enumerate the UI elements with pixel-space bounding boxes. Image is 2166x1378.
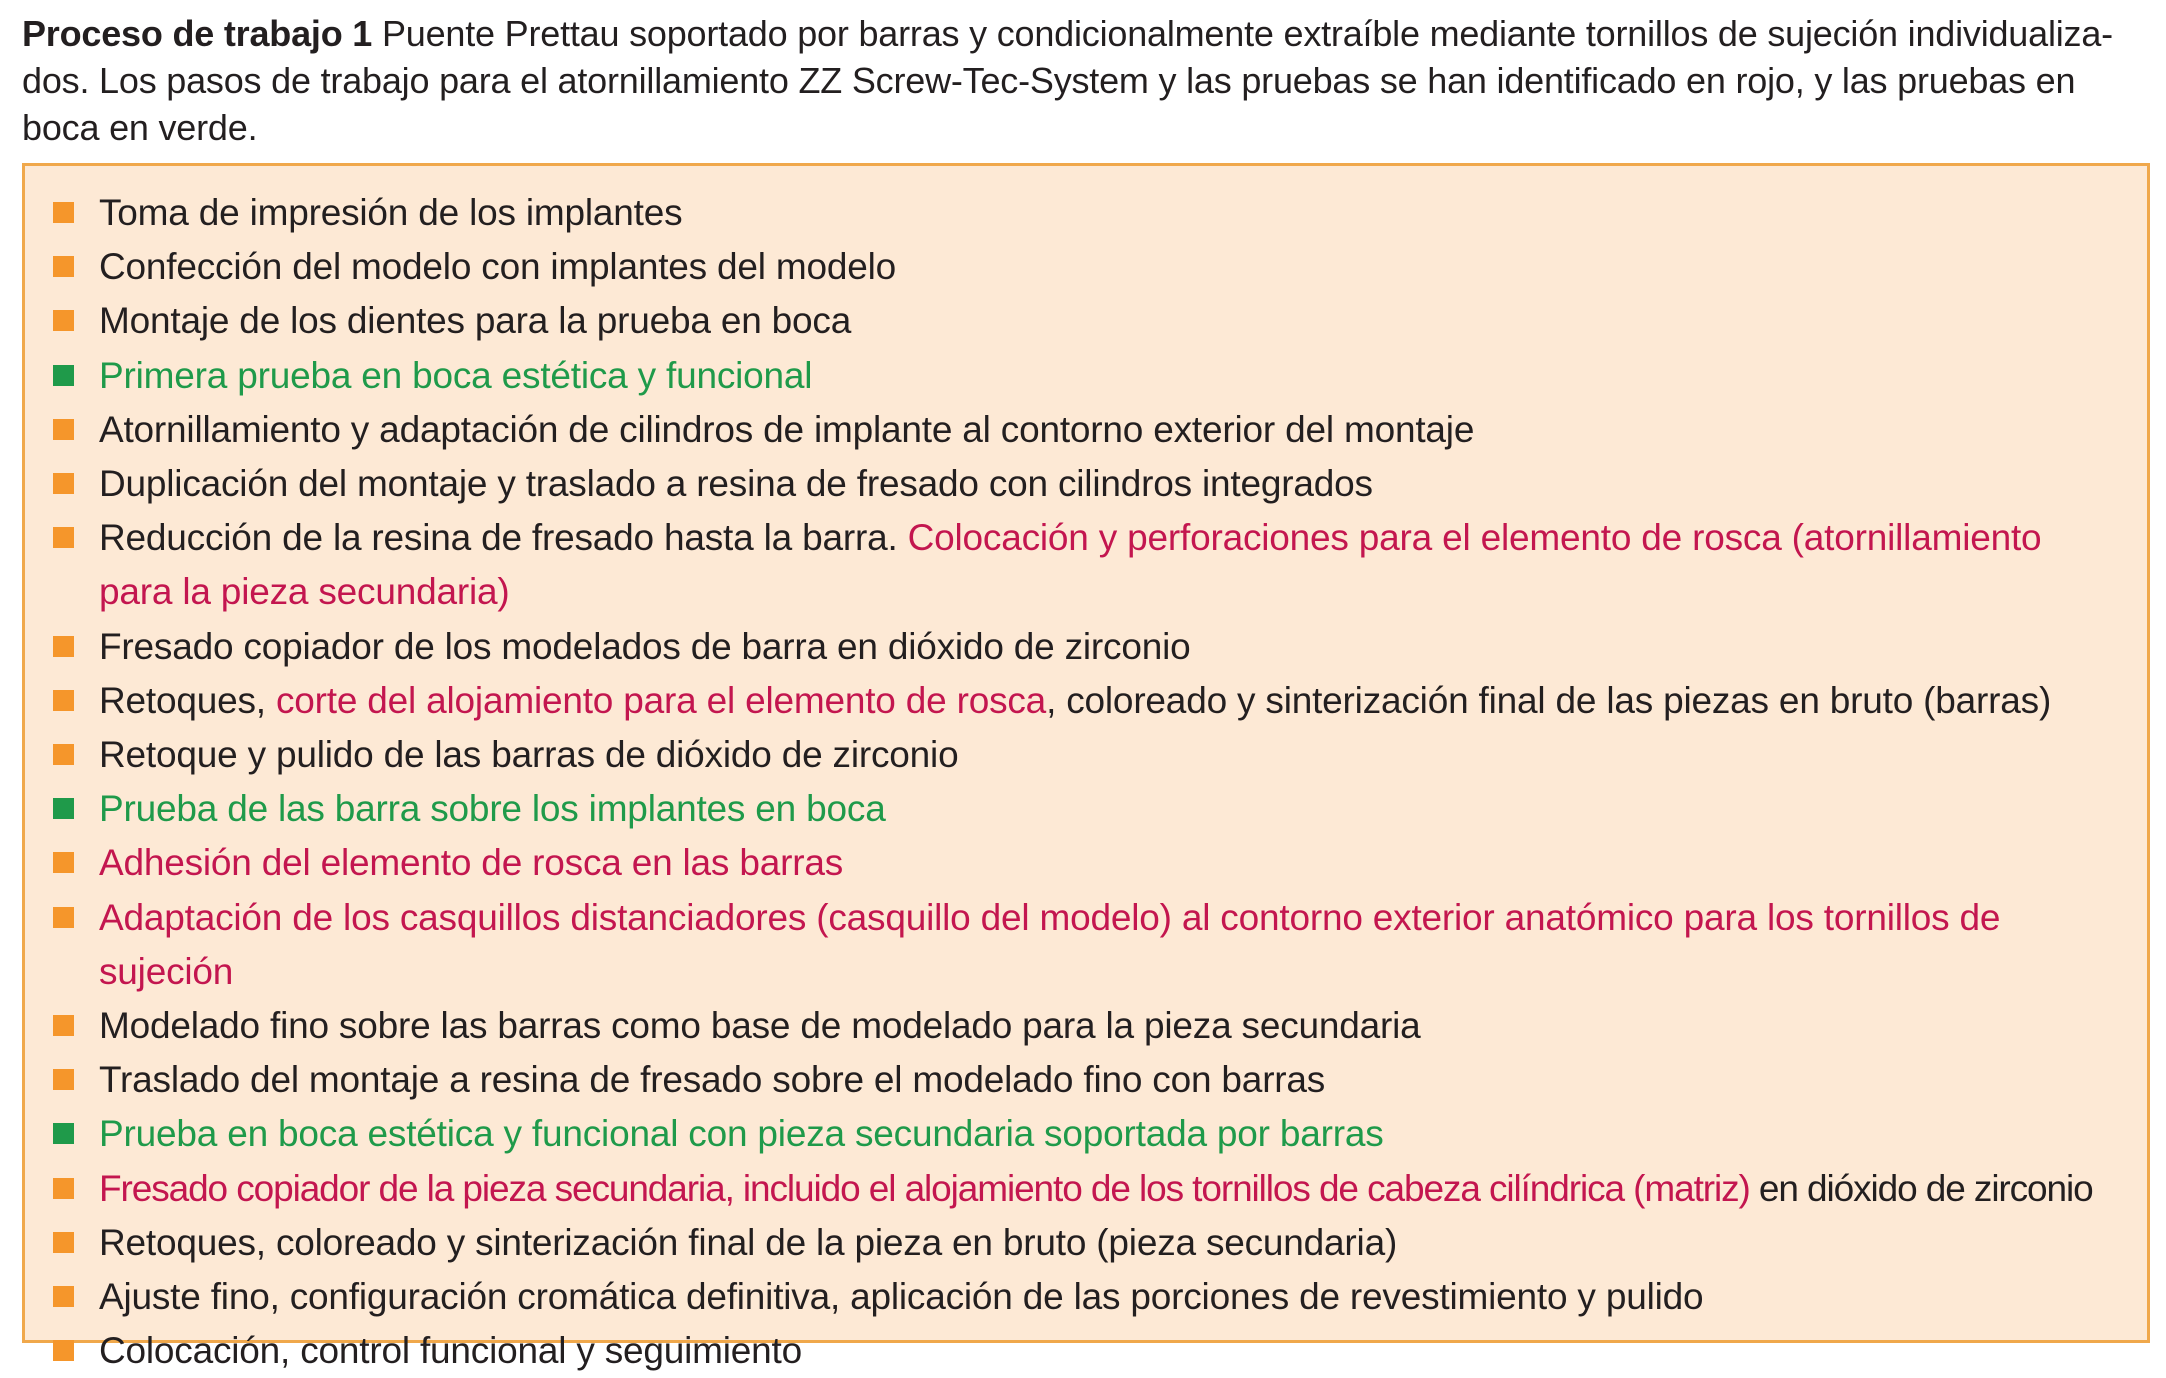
orange-square-bullet-icon [53, 419, 74, 440]
step-text-segment: Fresado copiador de los modelados de barra en dióxido de zirconio [99, 625, 1191, 667]
step-text-segment: Primera prueba en boca estética y funcional [99, 354, 813, 396]
workflow-step [53, 511, 2117, 619]
workflow-steps-list [53, 186, 2117, 1378]
workflow-step [53, 349, 2117, 403]
workflow-step [53, 294, 2117, 348]
green-square-bullet-icon [53, 1123, 74, 1144]
step-text-segment: Colocación, control funcional y seguimiento [99, 1330, 803, 1372]
green-square-bullet-icon [53, 365, 74, 386]
step-text-segment: corte del alojamiento para el elemento de rosca [275, 679, 1047, 721]
workflow-box [22, 163, 2150, 1372]
step-text-segment: Confección del modelo con implantes del modelo [99, 246, 897, 288]
workflow-step [53, 1107, 2117, 1161]
workflow-step [53, 186, 2117, 240]
step-text-segment: Reducción de la resina de fresado hasta la barra. [99, 517, 908, 559]
workflow-step [53, 1270, 2117, 1324]
workflow-step [53, 457, 2117, 511]
orange-square-bullet-icon [53, 1178, 74, 1199]
orange-square-bullet-icon [53, 907, 74, 928]
orange-square-bullet-icon [53, 1340, 74, 1361]
orange-square-bullet-icon [53, 1069, 74, 1090]
step-text-segment: en dióxido de zirconio [1749, 1167, 2093, 1209]
step-text-segment: Adaptación de los casquillos distanciadores (casquillo del modelo) al contorno exterior anatómico para los tornillos de sujeción [99, 896, 2001, 992]
step-text-segment: Fresado copiador de la pieza secundaria, incluido el alojamiento de los tornillos de cabeza cilíndrica (matriz) [99, 1167, 1750, 1209]
orange-square-bullet-icon [53, 744, 74, 765]
workflow-step [53, 1324, 2117, 1378]
workflow-step [53, 836, 2117, 890]
workflow-step [53, 1162, 2117, 1216]
step-text-segment: Atornillamiento y adaptación de cilindros de implante al contorno exterior del montaje [99, 408, 1475, 450]
step-text-segment: Prueba de las barra sobre los implantes en boca [99, 788, 886, 830]
workflow-step [53, 782, 2117, 836]
caption [22, 10, 2147, 151]
orange-square-bullet-icon [53, 256, 74, 277]
orange-square-bullet-icon [53, 852, 74, 873]
step-text-segment: Prueba en boca estética y funcional con pieza secundaria soportada por barras [99, 1113, 1384, 1155]
workflow-step [53, 999, 2117, 1053]
orange-square-bullet-icon [53, 310, 74, 331]
step-text-segment: Montaje de los dientes para la prueba en boca [99, 300, 852, 342]
orange-square-bullet-icon [53, 1232, 74, 1253]
workflow-step [53, 674, 2117, 728]
step-text-segment: Retoques, coloreado y sinterización final de la pieza en bruto (pieza secundaria) [99, 1221, 1398, 1263]
caption-lead: Proceso de trabajo 1 [22, 13, 373, 54]
step-text-segment: Modelado fino sobre las barras como base de modelado para la pieza secundaria [99, 1005, 1421, 1047]
workflow-step [53, 728, 2117, 782]
workflow-step [53, 620, 2117, 674]
step-text-segment: Traslado del montaje a resina de fresado sobre el modelado fino con barras [99, 1059, 1326, 1101]
step-text-segment: Toma de impresión de los implantes [99, 192, 683, 233]
step-text-segment: Ajuste fino, configuración cromática definitiva, aplicación de las porciones de revestimiento y pulido [99, 1276, 1704, 1318]
caption-text: Puente Prettau soportado por barras y condicionalmente extraíble mediante tornillos de sujeción individualiza-dos. Los pasos de trabajo para el atornillamiento ZZ Screw-Tec-System y las pruebas se han identificado en rojo, y las pruebas en boca en verde. [22, 13, 2113, 148]
orange-square-bullet-icon [53, 202, 74, 223]
workflow-step [53, 1216, 2117, 1270]
step-text-segment: Retoque y pulido de las barras de dióxido de zirconio [99, 734, 959, 776]
step-text-segment: Retoques, [99, 679, 276, 721]
step-text-segment: , coloreado y sinterización final de las piezas en bruto (barras) [1046, 679, 2052, 721]
step-text-segment: Adhesión del elemento de rosca en las barras [99, 842, 843, 884]
orange-square-bullet-icon [53, 636, 74, 657]
step-text-segment: Duplicación del montaje y traslado a resina de fresado con cilindros integrados [99, 463, 1373, 505]
green-square-bullet-icon [53, 798, 74, 819]
orange-square-bullet-icon [53, 1286, 74, 1307]
step-text-segment: Colocación y perforaciones para el elemento de rosca (atornillamiento para la pieza secundaria) [99, 517, 2042, 613]
orange-square-bullet-icon [53, 473, 74, 494]
workflow-step [53, 240, 2117, 294]
workflow-step [53, 403, 2117, 457]
workflow-step [53, 1053, 2117, 1107]
orange-square-bullet-icon [53, 527, 74, 548]
orange-square-bullet-icon [53, 1015, 74, 1036]
workflow-step [53, 891, 2117, 999]
orange-square-bullet-icon [53, 690, 74, 711]
